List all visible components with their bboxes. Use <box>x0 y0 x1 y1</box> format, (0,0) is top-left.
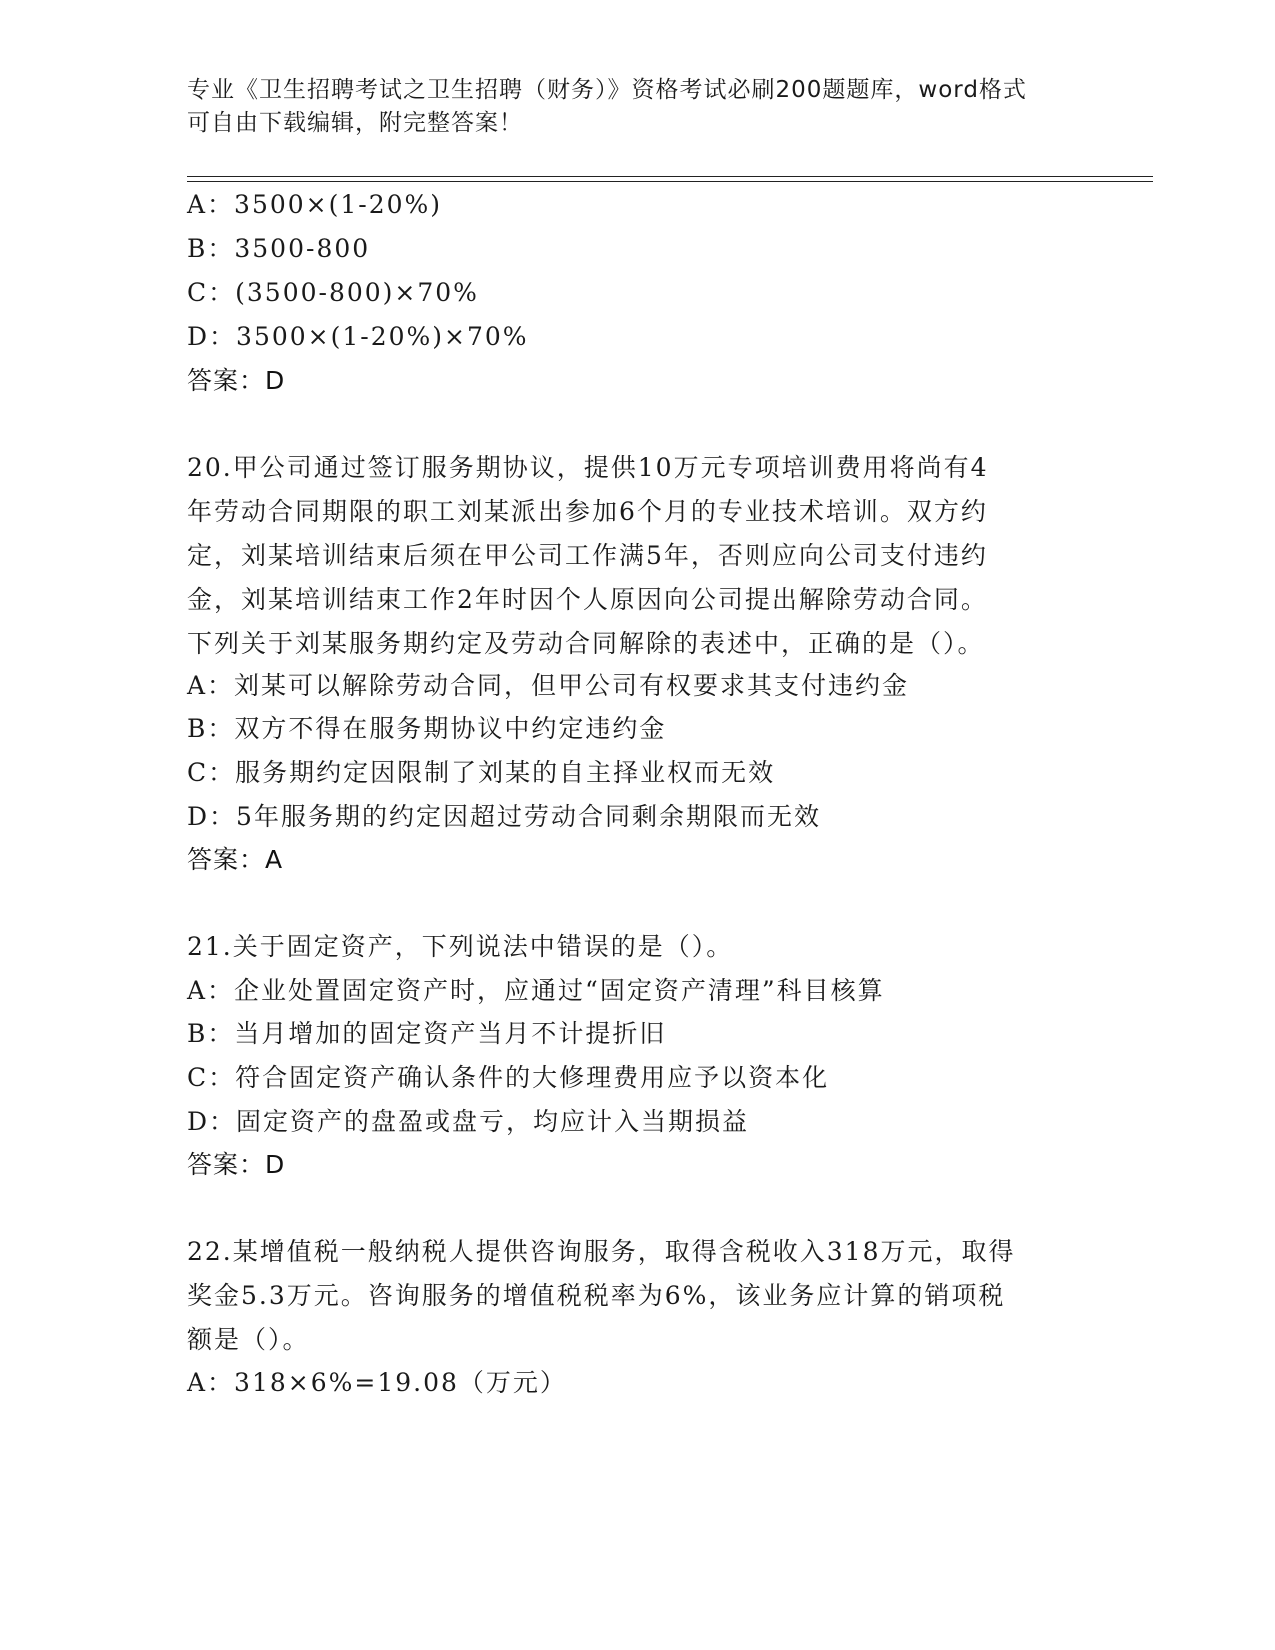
q21-option-a: A：企业处置固定资产时，应通过“固定资产清理”科目核算 <box>187 976 885 1005</box>
header-divider-bottom <box>187 181 1153 182</box>
q20-stem-line-4: 金，刘某培训结束工作2年时因个人原因向公司提出解除劳动合同。 <box>187 585 988 614</box>
q21-stem-line-1: 21.关于固定资产，下列说法中错误的是（）。 <box>187 932 734 961</box>
q21-option-d: D：固定资产的盘盈或盘亏，均应计入当期损益 <box>187 1107 750 1136</box>
q19-option-c: C：(3500-800)×70% <box>187 278 479 307</box>
q22-option-a: A：318×6%=19.08（万元） <box>187 1368 567 1397</box>
header-divider-top <box>187 176 1153 177</box>
q20-option-a: A：刘某可以解除劳动合同，但甲公司有权要求其支付违约金 <box>187 671 910 700</box>
q19-answer: 答案：D <box>187 366 286 395</box>
q20-option-b: B：双方不得在服务期协议中约定违约金 <box>187 714 667 743</box>
q22-stem-line-2: 奖金5.3万元。咨询服务的增值税税率为6%，该业务应计算的销项税 <box>187 1281 1006 1310</box>
q20-stem-line-2: 年劳动合同期限的职工刘某派出参加6个月的专业技术培训。双方约 <box>187 497 988 526</box>
q22-stem-line-3: 额是（）。 <box>187 1325 310 1354</box>
q20-stem-line-3: 定，刘某培训结束后须在甲公司工作满5年，否则应向公司支付违约 <box>187 541 988 570</box>
q20-stem-line-1: 20.甲公司通过签订服务期协议，提供10万元专项培训费用将尚有4 <box>187 453 989 482</box>
document-header <box>187 74 1067 140</box>
q21-option-b: B：当月增加的固定资产当月不计提折旧 <box>187 1019 667 1048</box>
q19-option-b: B：3500-800 <box>187 234 371 263</box>
header-line-2: 可自由下载编辑，附完整答案！ <box>187 110 523 136</box>
q21-answer: 答案：D <box>187 1150 286 1179</box>
q21-option-c: C：符合固定资产确认条件的大修理费用应予以资本化 <box>187 1063 830 1092</box>
q20-stem-line-5: 下列关于刘某服务期约定及劳动合同解除的表述中，正确的是（）。 <box>187 629 985 658</box>
header-line-1: 专业《卫生招聘考试之卫生招聘（财务）》资格考试必刷200题题库，word格式 <box>187 77 1027 103</box>
q19-option-a: A：3500×(1-20%) <box>187 190 443 219</box>
q20-answer: 答案：A <box>187 845 284 874</box>
q22-stem-line-1: 22.某增值税一般纳税人提供咨询服务，取得含税收入318万元，取得 <box>187 1237 1016 1266</box>
q19-option-d: D：3500×(1-20%)×70% <box>187 322 529 351</box>
q20-option-c: C：服务期约定因限制了刘某的自主择业权而无效 <box>187 758 776 787</box>
q20-option-d: D：5年服务期的约定因超过劳动合同剩余期限而无效 <box>187 802 821 831</box>
